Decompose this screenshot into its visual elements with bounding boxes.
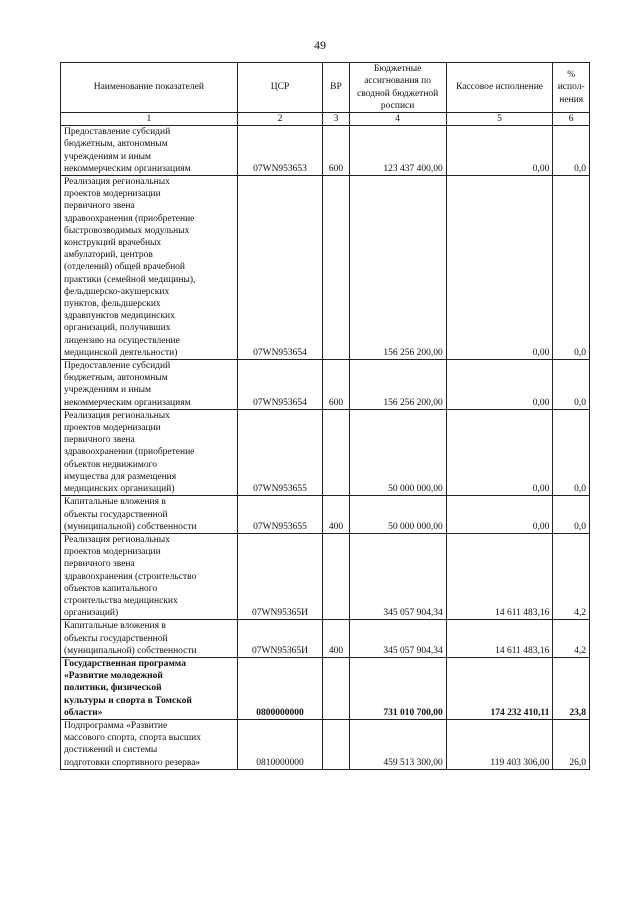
table-row bbox=[61, 620, 590, 658]
header-vr: ВР bbox=[323, 63, 349, 113]
row-cash: 0,00 bbox=[446, 176, 553, 360]
row-vr bbox=[323, 657, 349, 719]
row-csr: 07WN95365И bbox=[237, 620, 323, 658]
row-csr: 07WN953654 bbox=[237, 360, 323, 410]
row-csr: 0800000000 bbox=[237, 657, 323, 719]
row-budget: 123 437 400,00 bbox=[349, 126, 446, 176]
row-csr: 07WN953653 bbox=[237, 126, 323, 176]
header-budget: Бюджетные ассигнования по сводной бюджетной росписи bbox=[349, 63, 446, 113]
row-name: Реализация региональных проектов модернизации первичного звена здравоохранения (строительство объектов капитального строительства медицинских организаций) bbox=[61, 533, 238, 619]
row-name: Предоставление субсидий бюджетным, автономным учреждениям и иным некоммерческим организациям bbox=[61, 126, 238, 176]
column-number: 3 bbox=[323, 113, 349, 126]
row-csr: 0810000000 bbox=[237, 719, 323, 769]
table-row bbox=[61, 360, 590, 410]
row-pct: 23,8 bbox=[553, 657, 590, 719]
row-pct: 0,0 bbox=[553, 176, 590, 360]
header-pct: % испол-нения bbox=[553, 63, 590, 113]
row-name: Реализация региональных проектов модернизации первичного звена здравоохранения (приобретение быстровозводимых модульных конструкций врачебных амбулаторий, центров (отделений) общей врачебной практики (семейной медицины), фельдшерско-акушерских пунктов, фельдшерских здравпунктов медицинских организаций, получивших лицензию на осуществление медицинской деятельности) bbox=[61, 176, 238, 360]
table-row bbox=[61, 176, 590, 360]
row-budget: 345 057 904,34 bbox=[349, 620, 446, 658]
table-row bbox=[61, 409, 590, 495]
row-budget: 156 256 200,00 bbox=[349, 360, 446, 410]
row-csr: 07WN953654 bbox=[237, 176, 323, 360]
row-pct: 4,2 bbox=[553, 620, 590, 658]
row-budget: 345 057 904,34 bbox=[349, 533, 446, 619]
header-name: Наименование показателей bbox=[61, 63, 238, 113]
row-pct: 0,0 bbox=[553, 360, 590, 410]
row-vr bbox=[323, 409, 349, 495]
row-csr: 07WN95365И bbox=[237, 533, 323, 619]
row-cash: 0,00 bbox=[446, 360, 553, 410]
page-number: 49 bbox=[314, 38, 326, 52]
row-name: Подпрограмма «Развитие массового спорта, спорта высших достижений и системы подготовки спортивного резерва» bbox=[61, 719, 238, 769]
row-budget: 50 000 000,00 bbox=[349, 496, 446, 534]
row-name: Государственная программа «Развитие молодежной политики, физической культуры и спорта в Томской области» bbox=[61, 657, 238, 719]
row-cash: 174 232 410,11 bbox=[446, 657, 553, 719]
row-vr bbox=[323, 533, 349, 619]
table-row-program bbox=[61, 657, 590, 719]
header-cash: Кассовое исполнение bbox=[446, 63, 553, 113]
table-row bbox=[61, 533, 590, 619]
row-name: Реализация региональных проектов модернизации первичного звена здравоохранения (приобретение объектов недвижимого имущества для размещения медицинских организаций) bbox=[61, 409, 238, 495]
row-name: Капитальные вложения в объекты государственной (муниципальной) собственности bbox=[61, 496, 238, 534]
row-cash: 0,00 bbox=[446, 496, 553, 534]
row-vr: 600 bbox=[323, 360, 349, 410]
row-budget: 50 000 000,00 bbox=[349, 409, 446, 495]
row-cash: 14 611 483,16 bbox=[446, 620, 553, 658]
row-vr: 400 bbox=[323, 496, 349, 534]
row-cash: 14 611 483,16 bbox=[446, 533, 553, 619]
column-number: 2 bbox=[237, 113, 323, 126]
row-cash: 0,00 bbox=[446, 126, 553, 176]
column-number: 5 bbox=[446, 113, 553, 126]
row-cash: 119 403 306,00 bbox=[446, 719, 553, 769]
row-vr: 600 bbox=[323, 126, 349, 176]
column-number: 4 bbox=[349, 113, 446, 126]
row-cash: 0,00 bbox=[446, 409, 553, 495]
row-budget: 459 513 300,00 bbox=[349, 719, 446, 769]
row-csr: 07WN953655 bbox=[237, 409, 323, 495]
row-budget: 731 010 700,00 bbox=[349, 657, 446, 719]
row-name: Предоставление субсидий бюджетным, автономным учреждениям и иным некоммерческим организациям bbox=[61, 360, 238, 410]
row-vr bbox=[323, 176, 349, 360]
row-pct: 4,2 bbox=[553, 533, 590, 619]
table-row bbox=[61, 719, 590, 769]
budget-execution-table bbox=[60, 62, 590, 770]
row-vr: 400 bbox=[323, 620, 349, 658]
row-vr bbox=[323, 719, 349, 769]
row-name: Капитальные вложения в объекты государственной (муниципальной) собственности bbox=[61, 620, 238, 658]
row-pct: 0,0 bbox=[553, 409, 590, 495]
row-pct: 26,0 bbox=[553, 719, 590, 769]
row-budget: 156 256 200,00 bbox=[349, 176, 446, 360]
table-row bbox=[61, 126, 590, 176]
row-pct: 0,0 bbox=[553, 126, 590, 176]
column-number: 1 bbox=[61, 113, 238, 126]
row-csr: 07WN953655 bbox=[237, 496, 323, 534]
header-csr: ЦСР bbox=[237, 63, 323, 113]
table-row bbox=[61, 496, 590, 534]
row-pct: 0,0 bbox=[553, 496, 590, 534]
column-number: 6 bbox=[553, 113, 590, 126]
